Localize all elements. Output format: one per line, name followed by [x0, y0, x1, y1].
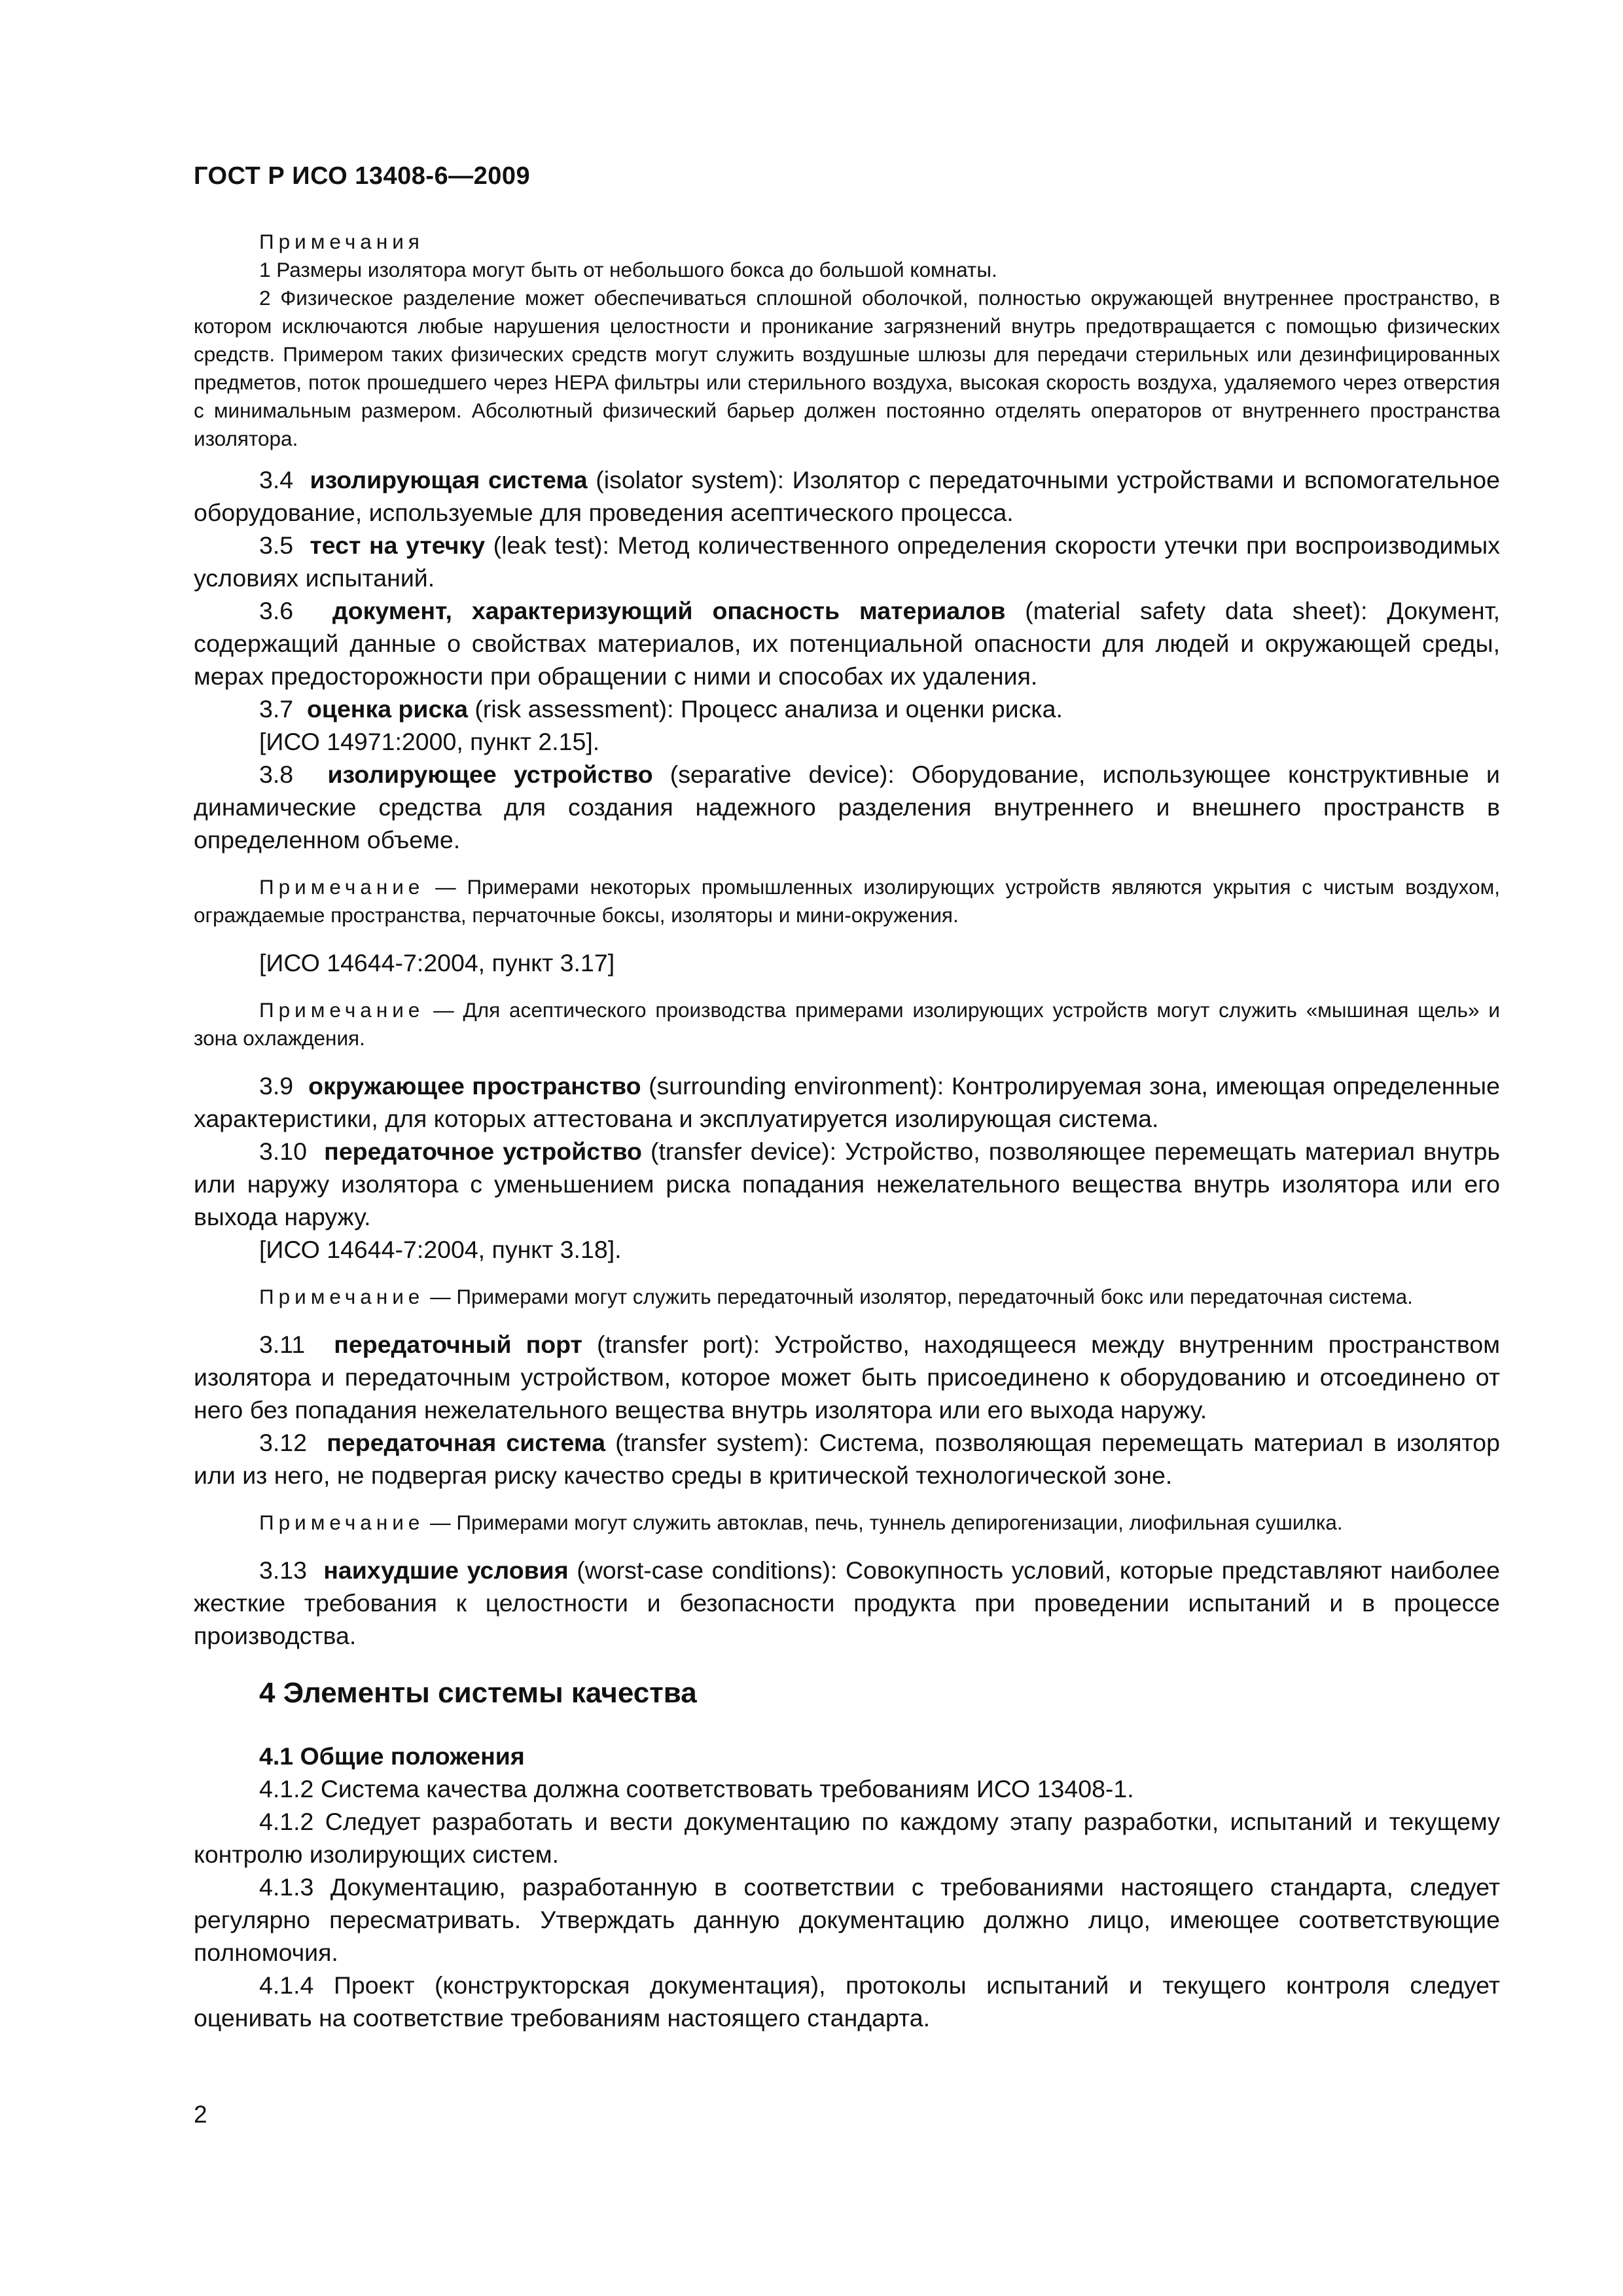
note-3-8-b: Примечание — Для асептического производства примерами изолирующих устройств могут служить «мышиная щель» и зона охлаждения.: [194, 998, 1500, 1050]
note-item-2: 2 Физическое разделение может обеспечиваться сплошной оболочкой, полностью окружающей внутреннее пространство, в котором исключаются любые нарушения целостности и проникание загрязнений внутрь предотвращается с помощью физических средств. Примером таких физических средств могут служить воздушные шлюзы для передачи стерильных или дезинфицированных предметов, поток прошедшего через HEPA фильтры или стерильного воздуха, высокая скорость воздуха, удаляемого через отверстия с минимальным размером. Абсолютный физический барьер должен постоянно отделять операторов от внутреннего пространства изолятора.: [194, 286, 1500, 450]
notes-title: Примечания: [259, 230, 424, 253]
notes-intro: [194, 228, 1500, 453]
reference-3-7: [ИСО 14971:2000, пункт 2.15].: [259, 728, 600, 755]
term-3-12: 3.12 передаточная система (transfer system): Система, позволяющая перемещать материал в изолятор или из него, не подвергая риску качество среды в критической технологической зоне.: [194, 1429, 1500, 1489]
term-3-10: 3.10 передаточное устройство (transfer device): Устройство, позволяющее перемещать материал внутрь или наружу изолятора с уменьшением риска попадания нежелательного вещества внутрь изолятора или его выхода наружу.: [194, 1138, 1500, 1230]
paragraph-4-1-4: 4.1.4 Проект (конструкторская документация), протоколы испытаний и текущего контроля следует оценивать на соответствие требованиям настоящего стандарта.: [194, 1971, 1500, 2032]
note-3-12: Примечание — Примерами могут служить автоклав, печь, туннель депирогенизации, лиофильная сушилка.: [259, 1511, 1343, 1534]
page-number: 2: [194, 2101, 207, 2128]
section-4-title: 4 Элементы системы качества: [259, 1677, 697, 1709]
term-3-7: 3.7 оценка риска (risk assessment): Процесс анализа и оценки риска.: [259, 695, 1063, 723]
paragraph-4-1-2-b: 4.1.2 Следует разработать и вести документацию по каждому этапу разработки, испытаний и текущему контролю изолирующих систем.: [194, 1808, 1500, 1868]
term-3-8: 3.8 изолирующее устройство (separative device): Оборудование, использующее конструктивные и динамические средства для создания надежного разделения внутреннего и внешнего пространств в определенном объеме.: [194, 761, 1500, 853]
subsection-4-1-title: 4.1 Общие положения: [259, 1742, 525, 1770]
note-3-8: Примечание — Примерами некоторых промышленных изолирующих устройств являются укрытия с чистым воздухом, ограждаемые пространства, перчаточные боксы, изоляторы и мини-окружения.: [194, 875, 1500, 927]
term-3-11: 3.11 передаточный порт (transfer port): Устройство, находящееся между внутренним пространством изолятора и передаточным устройством, которое может быть присоединено к оборудованию и отсоединено от него без попадания нежелательного вещества внутрь изолятора или его выхода наружу.: [194, 1331, 1500, 1424]
term-3-13: 3.13 наихудшие условия (worst-case conditions): Совокупность условий, которые представляют наиболее жесткие требования к целостности и безопасности продукта при проведении испытаний и в процессе производства.: [194, 1556, 1500, 1649]
document-header: ГОСТ Р ИСО 13408-6—2009: [194, 162, 531, 190]
note-item-1: 1 Размеры изолятора могут быть от небольшого бокса до большой комнаты.: [259, 258, 997, 281]
term-3-4: 3.4 изолирующая система (isolator system): Изолятор с передаточными устройствами и вспомогательное оборудование, используемые для проведения асептического процесса.: [194, 466, 1500, 526]
note-3-10: Примечание — Примерами могут служить передаточный изолятор, передаточный бокс или передаточная система.: [259, 1285, 1413, 1308]
term-3-6: 3.6 документ, характеризующий опасность материалов (material safety data sheet): Документ, содержащий данные о свойствах материалов, их потенциальной опасности для людей и окружающей среды, мерах предосторожности при обращении с ними и способах их удаления.: [194, 597, 1501, 690]
paragraph-4-1-3: 4.1.3 Документацию, разработанную в соответствии с требованиями настоящего стандарта, следует регулярно пересматривать. Утверждать данную документацию должно лицо, имеющее соответствующие полномочия.: [194, 1873, 1500, 1966]
term-3-5: 3.5 тест на утечку (leak test): Метод количественного определения скорости утечки при воспроизводимых условиях испытаний.: [194, 531, 1500, 592]
page-content: [194, 228, 1500, 2034]
term-3-9: 3.9 окружающее пространство (surrounding environment): Контролируемая зона, имеющая определенные характеристики, для которых аттестована и эксплуатируется изолирующая система.: [194, 1072, 1500, 1132]
paragraph-4-1-2: 4.1.2 Система качества должна соответствовать требованиям ИСО 13408-1.: [259, 1775, 1134, 1803]
reference-3-10: [ИСО 14644-7:2004, пункт 3.18].: [259, 1236, 622, 1263]
reference-3-8: [ИСО 14644-7:2004, пункт 3.17]: [259, 949, 615, 977]
